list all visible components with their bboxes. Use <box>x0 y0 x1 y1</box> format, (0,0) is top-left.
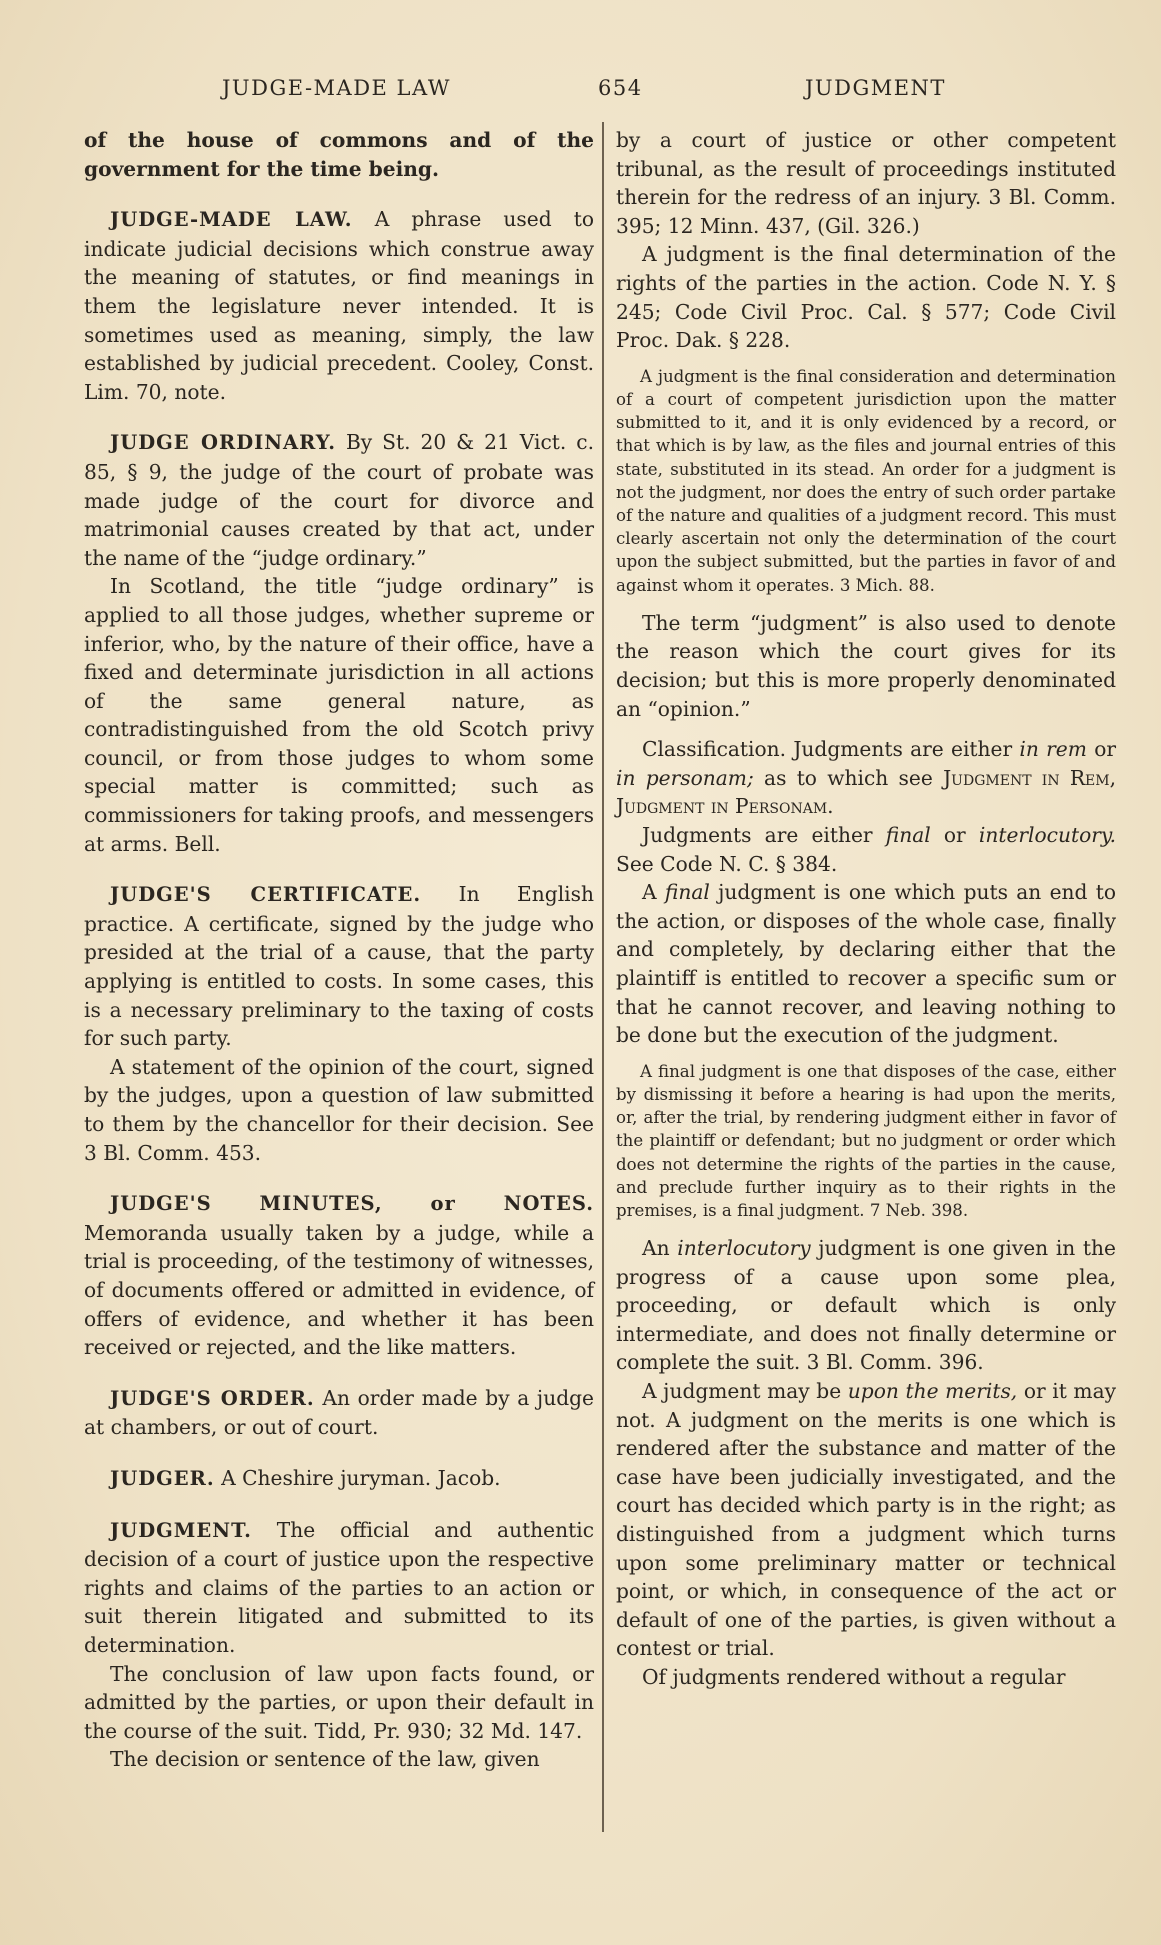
definition-paragraph: Of judgments rendered without a regular <box>642 1665 1066 1690</box>
definition: An order made by a judge at chambers, or out of court. <box>84 1385 594 1440</box>
text: or <box>1094 737 1116 762</box>
entry-judges-certificate <box>84 880 594 1053</box>
text: Judgments are either <box>642 822 873 847</box>
text: or it may not. A judgment on the merits is one which is rendered after the substance and matter of the case have been judicially investigated, and the court has decided which party is in the right; as distinguished from a judgment which turns upon some preliminary matter or technical point, or which, in consequence of the act or default of one of the parties, is given without a contest or trial. <box>616 1379 1117 1661</box>
definition-paragraph: In Scotland, the title “judge ordinary” is applied to all those judges, whether supreme or inferior, who, by the nature of their office, have a fixed and determinate jurisdiction in all actions of the same general nature, as contradistinguished from the old Scotch privy council, or from those judges to whom some special matter is committed; such as commissioners for taking proofs, and messengers at arms. Bell. <box>84 574 594 856</box>
definition-paragraph: The conclusion of law upon facts found, or admitted by the parties, or upon their default in the course of the suit. Tidd, Pr. 930; 32 Md. 147. <box>84 1661 594 1743</box>
headword: JUDGE ORDINARY. <box>110 431 336 455</box>
definition: By St. 20 & 21 Vict. c. 85, § 9, the judge of the court of probate was made judge of the court for divorce and matrimonial causes created by that act, under the name of the “judge ordinary.” <box>84 430 594 570</box>
classification-paragraph <box>616 735 1116 821</box>
italic-term: final <box>885 822 931 847</box>
italic-term: final <box>664 880 710 905</box>
text: as to which see <box>764 765 933 790</box>
definition-paragraph: A judgment is the final determination of the rights of the parties in the action. Code N. Y. § 245; Code Civil Proc. Cal. § 577; Code Civil Proc. Dak. § 228. <box>616 242 1116 353</box>
continued-text: by a court of justice or other competent tribunal, as the result of proceedings instituted therein for the redress of an injury. 3 Bl. Comm. 395; 12 Minn. 437, (Gil. 326.) <box>616 128 1116 238</box>
definition: The official and authentic decision of a court of justice upon the respective rights and claims of the parties to an action or suit therein litigated and submitted to its determination. <box>84 1517 595 1657</box>
small-print-note: A judgment is the final consideration and determination of a court of competent jurisdiction upon the matter submitted to it, and it is only evidenced by a record, or that which is by law, as the files and journal entries of this state, substituted in its stead. An order for a judgment is not the judgment, nor does the entry of such order partake of the nature and qualities of a judgment record. This must clearly ascertain not only the determination of the court upon the subject submitted, but the parties in favor of and against whom it operates. 3 Mich. 88. <box>616 366 1116 595</box>
entry-judge-made-law <box>84 205 594 406</box>
italic-term: upon the merits, <box>847 1379 1018 1404</box>
headword: JUDGE'S MINUTES, or NOTES. <box>110 1192 594 1216</box>
definition-paragraph <box>616 1377 1116 1663</box>
small-print-note: A final judgment is one that disposes of the case, either by dismissing it before a hearing is had upon the merits, or, after the trial, by rendering judgment either in favor of the plaintiff or defendant; but no judgment or order which does not determine the rights of the parties in the cause, and preclude further inquiry as to their rights in the premises, is a final judgment. 7 Neb. 398. <box>616 1061 1116 1220</box>
header-right-guide-word: JUDGMENT <box>805 76 946 100</box>
classification-label: Classification. Judgments are either <box>642 737 1013 762</box>
headword: JUDGE-MADE LAW. <box>110 208 353 232</box>
text: A judgment may be <box>642 1379 842 1404</box>
left-column <box>84 126 594 1774</box>
italic-term: in rem <box>1019 737 1087 762</box>
headword: JUDGER. <box>110 1466 215 1490</box>
definition: A Cheshire juryman. Jacob. <box>221 1465 501 1490</box>
headword: JUDGE'S ORDER. <box>110 1386 315 1410</box>
italic-term: in personam; <box>616 765 754 790</box>
definition: Memoranda usually taken by a judge, while a trial is proceeding, of the testimony of witnesses, of documents offered or admitted in evidence, of offers of evidence, and whether it has been received or rejected, and the like matters. <box>84 1220 594 1360</box>
entry-judges-order <box>84 1384 594 1442</box>
entry-judge-ordinary <box>84 428 594 572</box>
cross-reference: Judgment in Rem, Judgment in Personam. <box>616 765 1117 819</box>
definition: A phrase used to indicate judicial decisions which construe away the meaning of statutes, or find meanings in them the legislature never intended. It is sometimes used as meaning, simply, the law established by judicial precedent. Cooley, Const. Lim. 70, note. <box>84 207 594 404</box>
definition-paragraph <box>616 821 1116 878</box>
headword: JUDGE'S CERTIFICATE. <box>110 883 422 907</box>
entry-judgment <box>84 1516 594 1660</box>
header-left-guide-word: JUDGE-MADE LAW <box>222 76 451 100</box>
italic-term: interlocutory. <box>978 822 1117 847</box>
text: or <box>943 822 966 847</box>
italic-term: interlocutory <box>677 1236 811 1261</box>
entry-judges-minutes <box>84 1189 594 1362</box>
definition: In English practice. A certificate, signed by the judge who presided at the trial of a cause, that the party applying is entitled to costs. In some cases, this is a necessary preliminary to the taxing of costs for such party. <box>84 882 594 1051</box>
text: An <box>642 1236 670 1261</box>
definition-paragraph <box>616 878 1116 1050</box>
column-divider <box>602 122 604 1832</box>
text: See Code N. C. § 384. <box>616 851 838 876</box>
text: judgment is one which puts an end to the action, or disposes of the whole case, finally and completely, by declaring either that the plaintiff is entitled to recover a specific sum or that he cannot recover, and leaving nothing to be done but the execution of the judgment. <box>616 880 1117 1048</box>
page-number: 654 <box>598 76 643 100</box>
running-header <box>0 76 1161 110</box>
right-column <box>616 126 1116 1692</box>
definition-paragraph: The term “judgment” is also used to denote the reason which the court gives for its decision; but this is more properly denominated an “opinion.” <box>616 610 1116 721</box>
definition-paragraph: The decision or sentence of the law, given <box>110 1747 540 1772</box>
continued-text: of the house of commons and of the government for the time being. <box>84 128 594 181</box>
headword: JUDGMENT. <box>110 1518 252 1542</box>
definition-paragraph: A statement of the opinion of the court, signed by the judges, upon a question of law submitted to them by the chancellor for their decision. See 3 Bl. Comm. 453. <box>84 1054 594 1165</box>
entry-judger <box>84 1464 594 1494</box>
text: judgment is one given in the progress of a cause upon some plea, proceeding, or default which is only intermediate, and does not finally determine or complete the suit. 3 Bl. Comm. 396. <box>616 1236 1116 1375</box>
text: A <box>642 880 657 905</box>
definition-paragraph <box>616 1234 1116 1377</box>
